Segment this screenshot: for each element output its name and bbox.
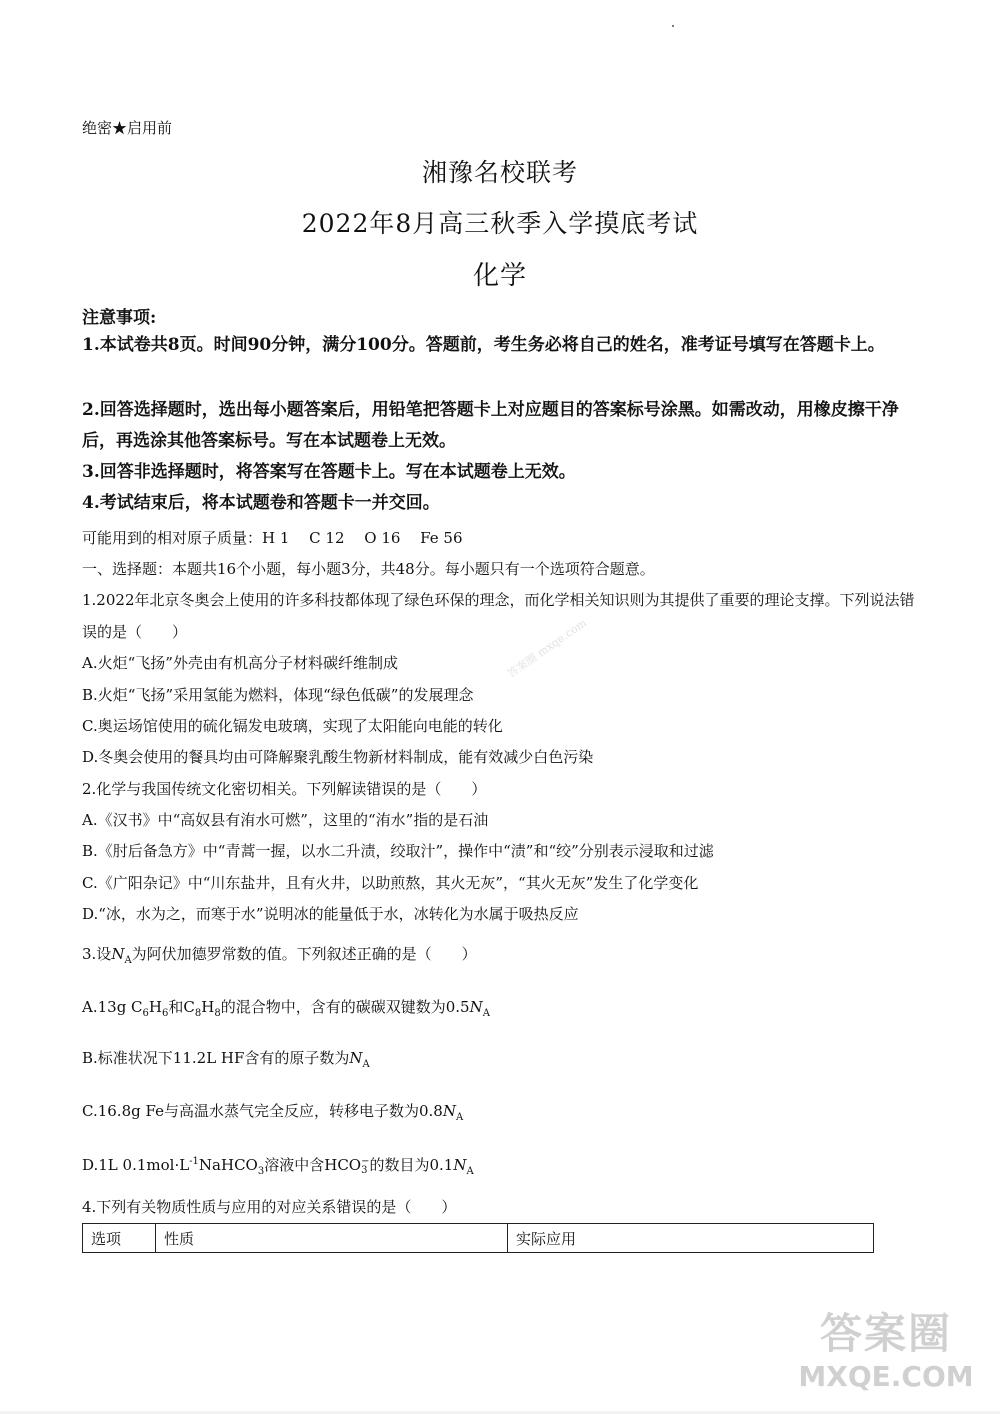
table-header-option: 选项 xyxy=(83,1224,156,1253)
notice-item-3: 3.回答非选择题时，将答案写在答题卡上。写在本试题卷上无效。 xyxy=(82,462,576,482)
question-2-option-d: D.“冰，水为之，而寒于水”说明冰的能量低于水，冰转化为水属于吸热反应 xyxy=(82,905,579,923)
subject-title: 化学 xyxy=(472,261,527,291)
question-3-option-d: D.1L $0.1mol\cdot L^{-1}NaHCO_3$溶液中含HCO− 3 的数目为$0.1N_A$ xyxy=(82,1156,474,1177)
question-3-option-c: C.16.8g Fe与高温水蒸气完全反应，转移电子数为$0.8N_A$ xyxy=(82,1102,464,1123)
question-4-stem: 4.下列有关物质性质与应用的对应关系错误的是（ ） xyxy=(82,1198,457,1216)
table-header-application: 实际应用 xyxy=(508,1224,874,1253)
question-2-option-a: A.《汉书》中“高奴县有洧水可燃”，这里的“洧水”指的是石油 xyxy=(82,811,489,829)
diagonal-watermark: 答案圈 mxqe.com xyxy=(505,616,589,681)
table-header-property: 性质 xyxy=(156,1224,508,1253)
notice-item-1: 1.本试卷共8页。时间90分钟，满分100分。答题前，考生务必将自己的姓名，准考证号填写在答题卡上。 xyxy=(82,335,885,355)
question-3-option-b: B.标准状况下11.2L HF含有的原子数为$N_A$ xyxy=(82,1049,370,1070)
question-2-option-b: B.《肘后备急方》中“青蒿一握，以水二升渍，绞取汁”，操作中“渍”和“绞”分别表示浸取和过滤 xyxy=(82,842,714,860)
question-1-option-c: C.奥运场馆使用的硫化镉发电玻璃，实现了太阳能向电能的转化 xyxy=(82,717,503,735)
question-1-option-a: A.火炬“飞扬”外壳由有机高分子材料碳纤维制成 xyxy=(82,654,398,672)
table-header-row xyxy=(83,1224,874,1253)
confidential-label: 绝密★启用前 xyxy=(82,119,173,137)
exam-title: 2022年8月高三秋季入学摸底考试 xyxy=(301,209,699,238)
question-3-stem: 3.设$N_A$为阿伏加德罗常数的值。下列叙述正确的是（ ） xyxy=(82,945,477,966)
question-1-option-d: D.冬奥会使用的餐具均由可降解聚乳酸生物新材料制成，能有效减少白色污染 xyxy=(82,748,594,766)
watermark-logo xyxy=(786,1309,986,1404)
question-1-stem: 1.2022年北京冬奥会上使用的许多科技都体现了绿色环保的理念，而化学相关知识则为其提供了重要的理论支撑。下列说法错误的是（ ） xyxy=(82,591,915,641)
question-3-option-a: A.13g $C_6H_6$和$C_8H_8$的混合物中，含有的碳碳双键数为$0.5N_A$ xyxy=(82,998,490,1019)
scan-dot xyxy=(672,25,674,27)
question-1-option-b: B.火炬“飞扬”采用氢能为燃料，体现“绿色低碳”的发展理念 xyxy=(82,686,474,704)
question-2-option-c: C.《广阳杂记》中“川东盐井，且有火井，以助煎熬，其火无灰”，“其火无灰”发生了化学变化 xyxy=(82,874,699,892)
section-heading: 一、选择题：本题共16个小题，每小题3分，共48分。每小题只有一个选项符合题意。 xyxy=(82,560,655,578)
question-4-table xyxy=(82,1223,874,1253)
question-2-stem: 2.化学与我国传统文化密切相关。下列解读错误的是（ ） xyxy=(82,780,487,798)
watermark-domain: MXQE.COM xyxy=(798,1360,974,1393)
watermark-text: 答案圈 xyxy=(819,1309,952,1358)
atomic-mass-line: 可能用到的相对原子质量：H 1 C 12 O 16 Fe 56 xyxy=(82,529,463,547)
notice-heading: 注意事项: xyxy=(82,308,157,328)
notice-item-4: 4.考试结束后，将本试题卷和答题卡一并交回。 xyxy=(82,493,440,513)
exam-union-title: 湘豫名校联考 xyxy=(421,158,578,187)
notice-item-2: 2.回答选择题时，选出每小题答案后，用铅笔把答题卡上对应题目的答案标号涂黑。如需改动，用橡皮擦干净后，再选涂其他答案标号。写在本试题卷上无效。 xyxy=(82,400,899,451)
